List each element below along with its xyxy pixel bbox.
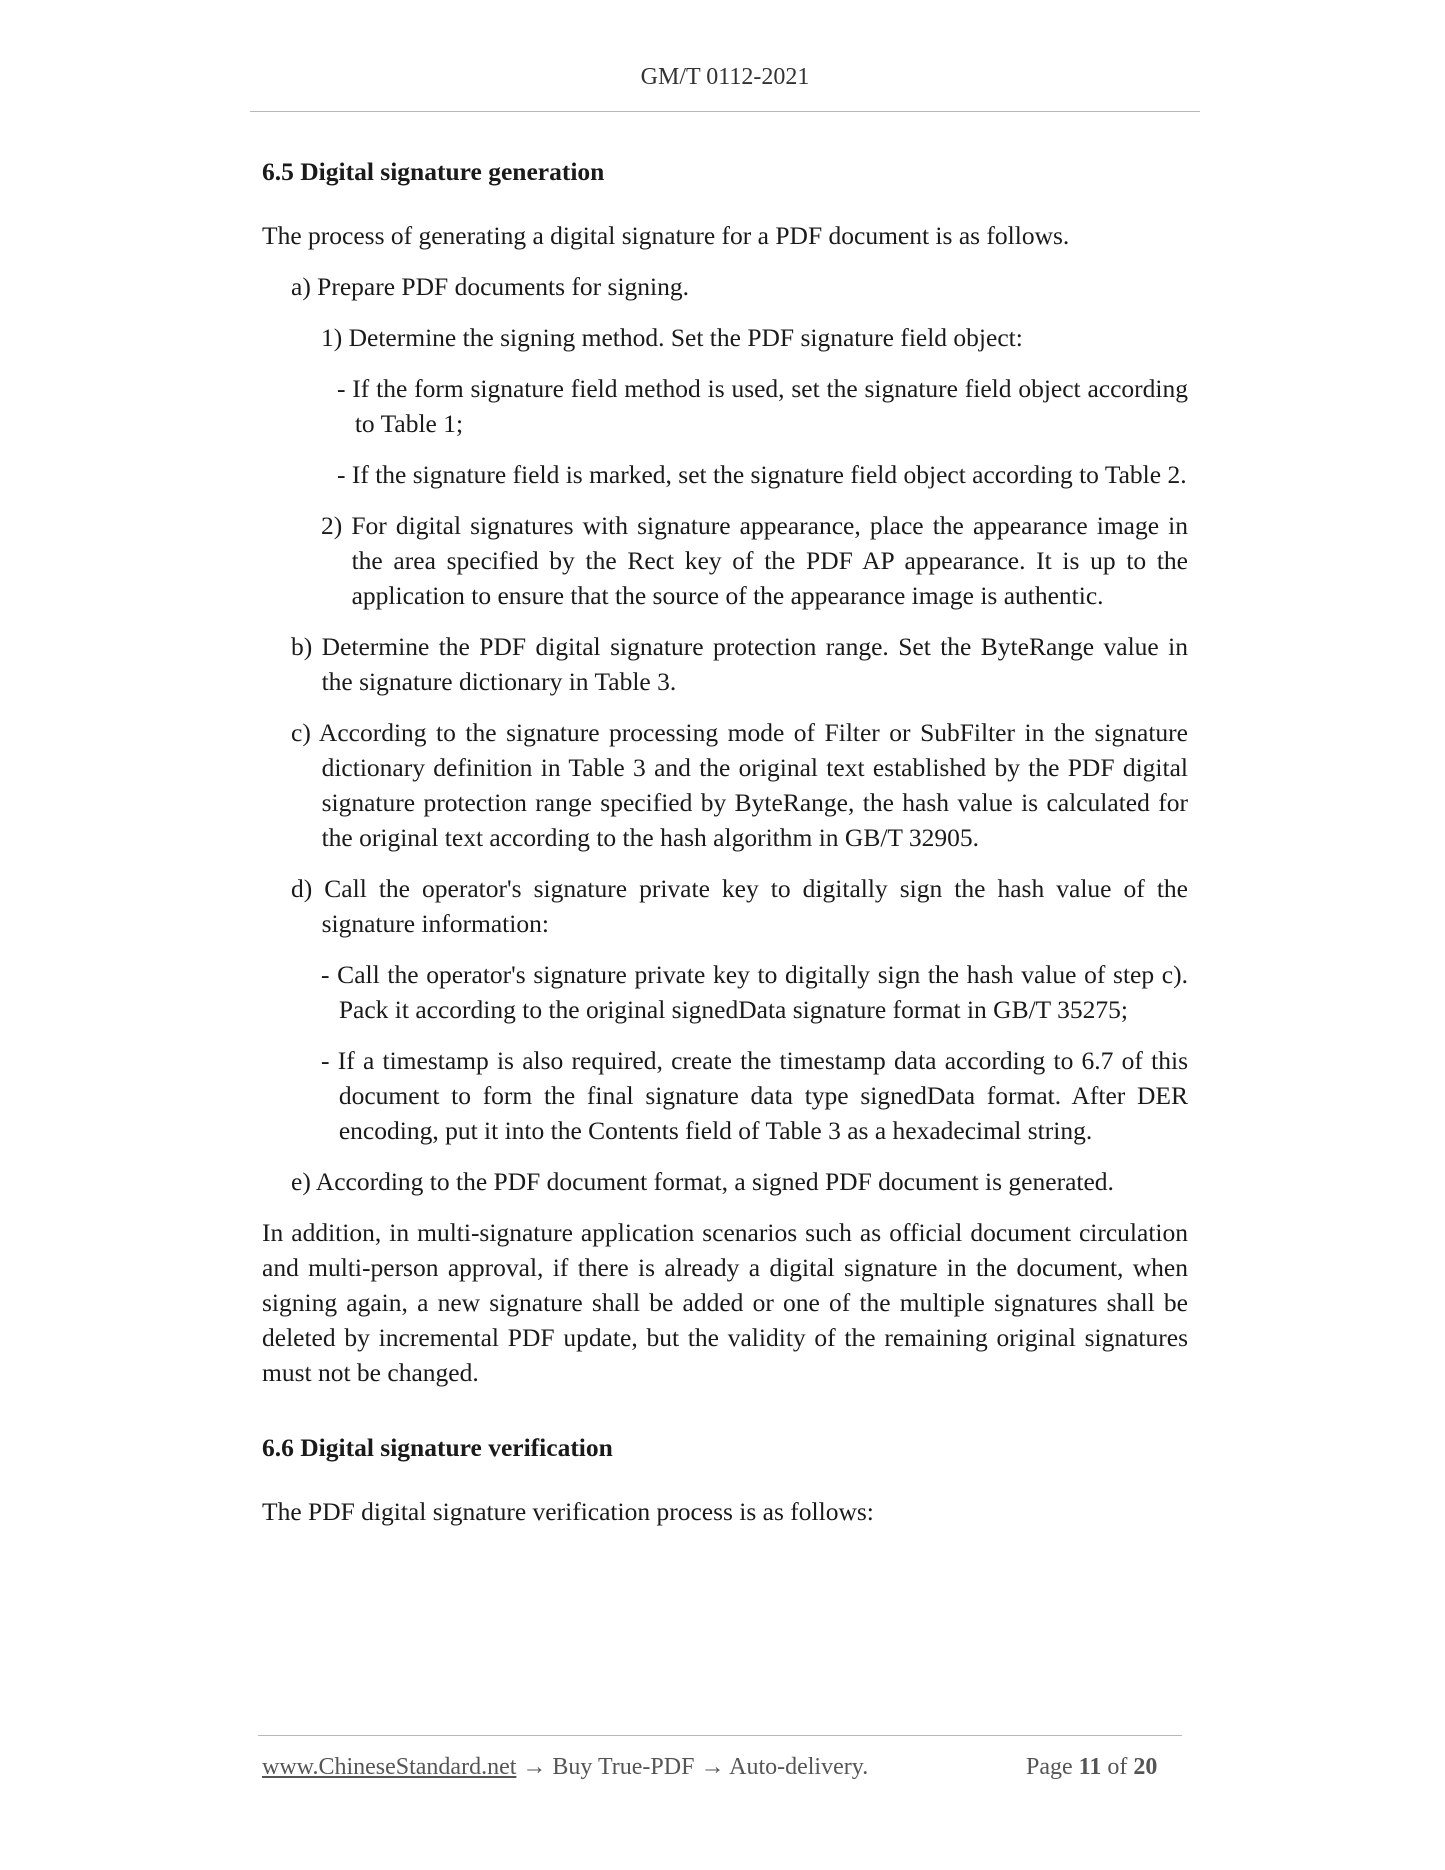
section-6-5-intro: The process of generating a digital signature for a PDF document is as follows. [262, 221, 1070, 250]
footer-divider [258, 1735, 1182, 1736]
website-link[interactable]: www.ChineseStandard.net [262, 1754, 517, 1780]
header-divider [250, 111, 1200, 112]
page-indicator [1026, 1754, 1157, 1781]
list-item-a-1-dash-1: - If the form signature field method is used, set the signature field object according to Table 1; [337, 374, 1188, 438]
list-item-e: e) According to the PDF document format, a signed PDF document is generated. [291, 1167, 1114, 1196]
addition-paragraph: In addition, in multi-signature application scenarios such as official document circulation and multi-person approval, if there is already a digital signature in the document, when signing again, a new signature shall be added or one of the multiple signatures shall be deleted by incremental PDF update, but the validity of the remaining original signatures must not be changed. [262, 1218, 1188, 1387]
list-item-d-dash-1: - Call the operator's signature private key to digitally sign the hash value of step c). Pack it according to the original signedData signature format in GB/T 35275; [321, 960, 1188, 1024]
list-item-b: b) Determine the PDF digital signature protection range. Set the ByteRange value in the signature dictionary in Table 3. [291, 632, 1188, 696]
page-total: 20 [1133, 1754, 1158, 1780]
page-header-title: GM/T 0112-2021 [640, 64, 810, 90]
list-item-a-2: 2) For digital signatures with signature appearance, place the appearance image in the area specified by the Rect key of the PDF AP appearance. It is up to the application to ensure that the source of the appearance image is authentic. [321, 511, 1188, 610]
list-item-a-1: 1) Determine the signing method. Set the PDF signature field object: [321, 323, 1023, 352]
page-number: 11 [1078, 1754, 1102, 1780]
list-item-d: d) Call the operator's signature private key to digitally sign the hash value of the signature information: [291, 874, 1188, 938]
list-item-c: c) According to the signature processing mode of Filter or SubFilter in the signature dictionary definition in Table 3 and the original text established by the PDF digital signature protection range specified by ByteRange, the hash value is calculated for the original text according to the hash algorithm in GB/T 32905. [291, 718, 1188, 852]
footer-promo [262, 1754, 868, 1781]
list-item-a-1-dash-2: - If the signature field is marked, set the signature field object according to Table 2. [337, 460, 1187, 489]
footer-tagline: → Buy True-PDF → Auto-delivery. [516, 1754, 869, 1780]
of-label: of [1107, 1754, 1128, 1780]
document-body [262, 154, 1188, 1529]
section-heading-6-6: 6.6 Digital signature verification [262, 1433, 613, 1462]
section-6-6-intro: The PDF digital signature verification process is as follows: [262, 1497, 874, 1526]
list-item-a: a) Prepare PDF documents for signing. [291, 272, 690, 301]
page-label: Page [1026, 1754, 1073, 1780]
section-heading-6-5: 6.5 Digital signature generation [262, 157, 605, 186]
list-item-d-dash-2: - If a timestamp is also required, create the timestamp data according to 6.7 of this document to form the final signature data type signedData format. After DER encoding, put it into the Contents field of Table 3 as a hexadecimal string. [321, 1046, 1188, 1145]
